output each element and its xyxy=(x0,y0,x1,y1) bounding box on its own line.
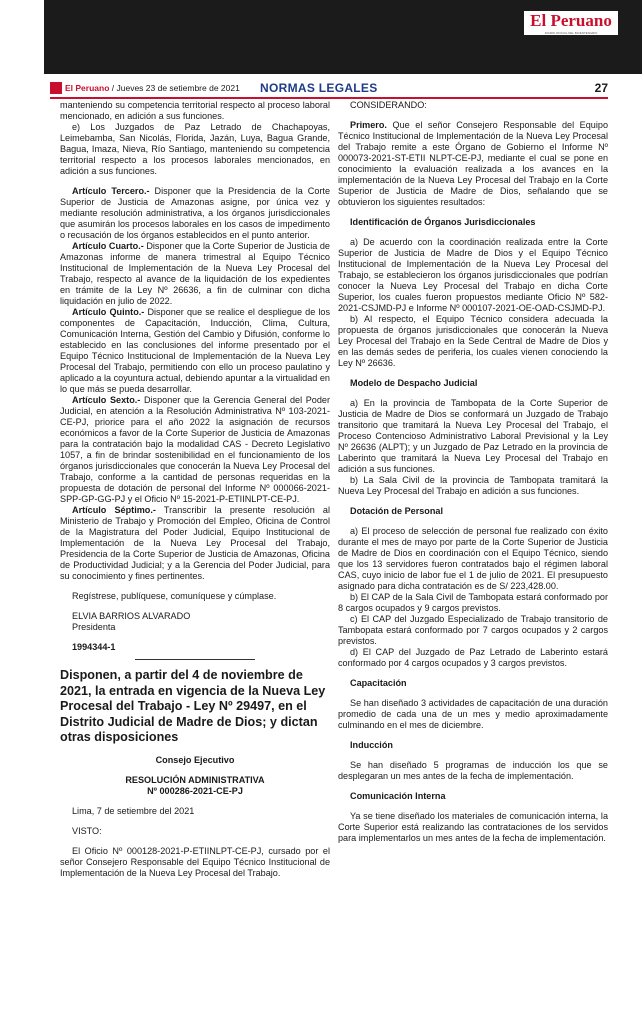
crest-icon xyxy=(50,82,62,94)
logo-subtitle: DIARIO OFICIAL DEL BICENTENARIO xyxy=(544,31,598,35)
subheading: Modelo de Despacho Judicial xyxy=(350,378,478,388)
closing-formula: Regístrese, publíquese, comuníquese y cúmplase. xyxy=(72,591,277,601)
article-title: Artículo Quinto.- xyxy=(72,307,145,317)
subheading: Dotación de Personal xyxy=(350,506,443,516)
paragraph: a) En la provincia de Tambopata de la Corte Superior de Justicia de Madre de Dios se conformará un Juzgado de Trabajo transitorio que tramitará la Nueva Ley Procesal del Trabajo, el Proceso Contencioso Administrativo Laboral Previsional y la Ley Nº 26636 (ALPT); y un Juzgado de Paz Letrado en la provincia de Laberinto que tramitará la Nueva Ley Procesal del Trabajo en adición a sus funciones. xyxy=(338,398,608,474)
paragraph: b) Al respecto, el Equipo Técnico considera adecuada la propuesta de órganos jurisdiccionales que conocerán la Nueva Ley Procesal del Trabajo en la Sede Central de Madre de Dios y en las demás sedes de periferia, los cuales vienen conociendo la Ley Nº 26636. xyxy=(338,314,608,368)
article-quinto xyxy=(60,307,330,395)
masthead-bar xyxy=(44,0,642,74)
paragraph-title: Primero. xyxy=(350,120,387,130)
paragraph: Ya se tiene diseñado los materiales de comunicación interna, la Corte Superior está realizando las contrataciones de los servidos para implementarlos un mes antes de la fecha de implementación. xyxy=(338,811,608,843)
article-text: Disponer que la Corte Superior de Justicia de Amazonas informe de manera trimestral al Equipo Técnico Institucional de Implementación de la Nueva Ley Procesal del Trabajo, respecto al avance de la liquidación de los expedientes en trámite de la Ley Nº 26636, a fin de culminar con dicha liquidación en julio de 2022. xyxy=(60,241,330,306)
paragraph: c) El CAP del Juzgado Especializado de Trabajo transitorio de Tambopata estará conformado por 7 cargos ocupados y 2 cargos previstos. xyxy=(338,614,608,646)
section-title: NORMAS LEGALES xyxy=(260,81,378,95)
visto-heading: VISTO: xyxy=(72,825,102,836)
paragraph: b) El CAP de la Sala Civil de Tambopata estará conformado por 8 cargos ocupados y 9 cargos previstos. xyxy=(338,592,608,613)
paragraph-text: Que el señor Consejero Responsable del Equipo Técnico Institucional de Implementación de la Nueva Ley Procesal del Trabajo remite a este Órgano de Gobierno el Informe Nº 000073-2021-ST-ETII NLPT-CE-PJ, mediante el cual se pone en conocimiento la evaluación realizada a los avances en la implementación de la Nueva Ley Procesal del Trabajo en la Corte Superior de Justicia de Madre de Dios, señalando que se obtuvieron los siguientes resultados: xyxy=(338,120,608,207)
article-title: Artículo Cuarto.- xyxy=(72,241,144,251)
logo-text: El Peruano xyxy=(530,11,612,30)
paragraph: manteniendo su competencia territorial respecto al proceso laboral mencionado, en adición a sus funciones. xyxy=(60,100,330,121)
divider xyxy=(135,659,255,660)
paragraph: b) La Sala Civil de la provincia de Tambopata tramitará la Nueva Ley Procesal del Trabajo en adición a sus funciones. xyxy=(338,475,608,496)
paragraph: e) Los Juzgados de Paz Letrado de Chachapoyas, Leimebamba, San Nicolás, Florida, Jazán, Luya, Bagua Grande, Bagua, Imaza, Nieva, Río Santiago, manteniendo su competencia territorial respecto a los procesos laborales mencionados, en adición a sus funciones. xyxy=(60,122,330,176)
article-septimo xyxy=(60,505,330,582)
signer-name: ELVIA BARRIOS ALVARADO xyxy=(72,611,191,621)
paragraph: El Oficio Nº 000128-2021-P-ETIINLPT-CE-PJ, cursado por el señor Consejero Responsable del Equipo Técnico Institucional de Implementación de la Nueva Ley Procesal del Trabajo. xyxy=(60,845,330,878)
right-column xyxy=(338,100,608,844)
paragraph: a) El proceso de selección de personal fue realizado con éxito durante el mes de mayo por parte de la Corte Superior de Justicia de Madre de Dios en coordinación con el Equipo Técnico, siendo que los 13 servidores fueron contratados bajo el régimen laboral CAS, cuyo inicio de labor fue el 1 de julio de 2021. El presupuesto asignado para dicha contratación es de S/ 223,428.00. xyxy=(338,526,608,591)
header-date: / Jueves 23 de setiembre de 2021 xyxy=(109,83,240,93)
resolution-number: Nº 000286-2021-CE-PJ xyxy=(147,785,243,796)
header-brand: El Peruano xyxy=(65,83,110,93)
paragraph: d) El CAP del Juzgado de Paz Letrado de Laberinto estará conformado por 4 cargos ocupados y 3 cargos previstos. xyxy=(338,647,608,668)
resolution-title: RESOLUCIÓN ADMINISTRATIVA xyxy=(125,774,265,785)
headline: Disponen, a partir del 4 de noviembre de 2021, la entrada en vigencia de la Nueva Ley Procesal del Trabajo - Ley Nº 29497, en el Distrito Judicial de Madre de Dios; y dictan otras disposiciones xyxy=(60,668,326,744)
left-column xyxy=(60,100,330,879)
article-text: Disponer que se realice el despliegue de los componentes de Capacitación, Inducción, Clima, Cultura, Comunicación Interna, Gestión del Cambio y Difusión, conforme lo establecido en las conclusiones del informe presentado por el Equipo Técnico Institucional de Implementación de la Nueva Ley Procesal del Trabajo, permitiendo con ello un proceso paulatino y aplicado a la coyuntura actual, debiendo apuntar a la virtualidad en lo que más se pueda desarrollar. xyxy=(60,307,331,394)
subheading: Inducción xyxy=(350,740,393,750)
article-text: Transcribir la presente resolución al Ministerio de Trabajo y Promoción del Empleo, Oficina de Control de la Magistratura del Poder Judicial, Equipo Institucional de Implementación de la Nueva Ley Procesal del Trabajo, Presidencia de la Corte Superior de Justicia de Amazonas, Oficina de Productividad Judicial; y a la Gerencia del Poder Judicial, para su conocimiento y fines pertinentes. xyxy=(60,505,331,581)
article-title: Artículo Tercero.- xyxy=(72,186,150,196)
article-tercero xyxy=(60,186,330,241)
subheading: Capacitación xyxy=(350,678,407,688)
document-code: 1994344-1 xyxy=(72,642,116,652)
article-sexto xyxy=(60,395,330,505)
considerando-heading: CONSIDERANDO: xyxy=(350,100,427,110)
article-title: Artículo Séptimo.- xyxy=(72,505,156,515)
subheading: Identificación de Órganos Jurisdiccionales xyxy=(350,217,536,227)
issuing-body: Consejo Ejecutivo xyxy=(155,754,235,765)
page-header xyxy=(50,81,608,99)
paragraph: a) De acuerdo con la coordinación realizada entre la Corte Superior de Justicia de Madre de Dios y el Equipo Técnico Institucional de Implementación de la Nueva Ley Procesal del Trabajo, se establecieron los órganos jurisdiccionales que podrían conocer la Nueva Ley Procesal del Trabajo en dicha Corte Superior, los cuales fueron propuestos mediante Oficio Nº 582-2021-CSJMD-PJ e Informe Nº 000107-2021-OE-OAD-CSJMD-PJ. xyxy=(338,237,608,313)
article-cuarto xyxy=(60,241,330,307)
paragraph-primero xyxy=(338,120,608,208)
article-text: Disponer que la Presidencia de la Corte Superior de Justicia de Amazonas asigne, por única vez y mediante resolución administrativa, a los órganos jurisdiccionales que asumirán los procesos laborales en los casos de impedimento o recusación de los órganos establecidos en el punto anterior. xyxy=(60,186,330,240)
subheading: Comunicación Interna xyxy=(350,791,446,801)
header-date-line xyxy=(65,83,240,94)
article-text: Disponer que la Gerencia General del Poder Judicial, en atención a la Resolución Administrativa Nº 103-2021-CE-PJ, priorice para el año 2022 la asignación de recursos económicos a favor de la Corte Superior de Justicia de Amazonas para la contratación bajo la modalidad CAS - Decreto Legislativo 1057, a fin de brindar sostenibilidad en el funcionamiento de los órganos jurisdiccionales que conocerán la Nueva Ley Procesal del Trabajo, conforme a la cantidad de personas requeridas en la propuesta de dotación de personal del Informe Nº 000066-2021-SPP-GP-GG-PJ y el Oficio Nº 15-2021-P-ETIINLPT-CE-PJ. xyxy=(60,395,331,504)
resolution-date: Lima, 7 de setiembre del 2021 xyxy=(72,805,195,816)
article-title: Artículo Sexto.- xyxy=(72,395,141,405)
paragraph: Se han diseñado 3 actividades de capacitación de una duración promedio de cada una de un mes y medio aproximadamente culminando en el mes de diciembre. xyxy=(338,698,608,730)
signer-role: Presidenta xyxy=(72,622,116,632)
paragraph: Se han diseñado 5 programas de inducción los que se desplegaran un mes antes de la fecha de implementación. xyxy=(338,760,608,781)
page-number: 27 xyxy=(594,81,608,95)
el-peruano-logo[interactable] xyxy=(524,11,618,35)
